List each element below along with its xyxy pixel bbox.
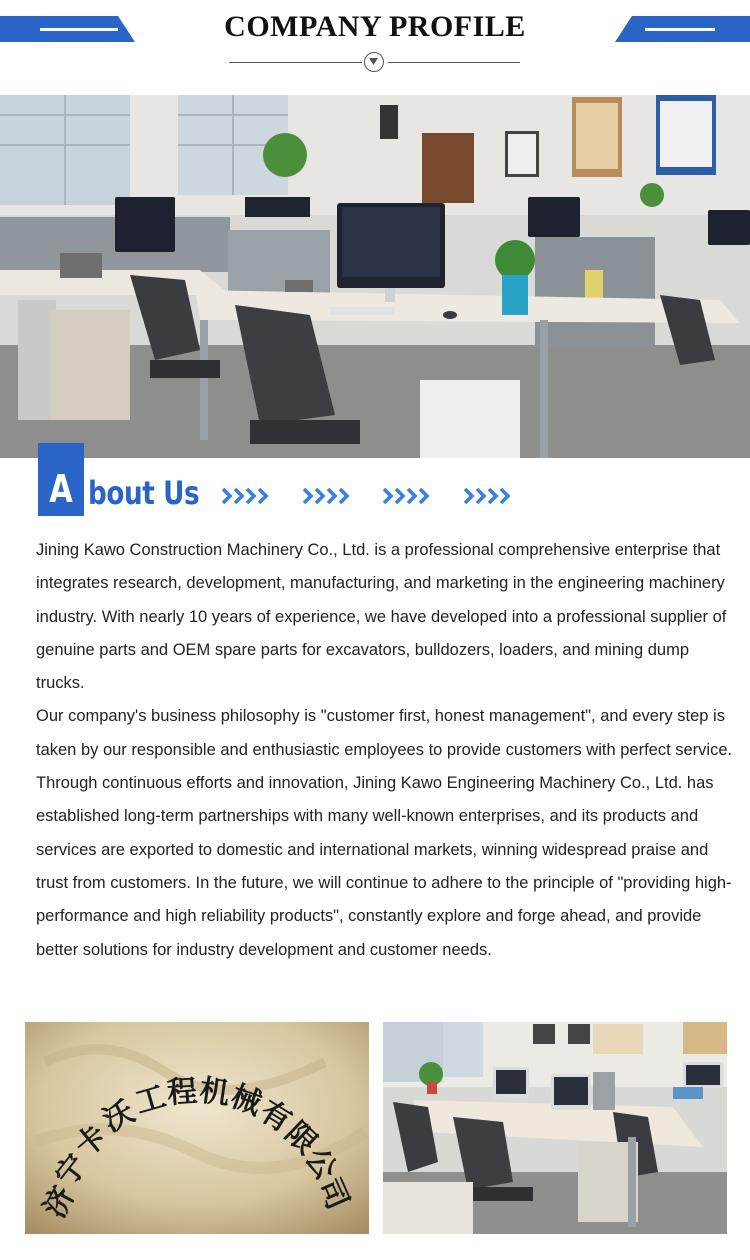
svg-text:机: 机: [197, 1073, 232, 1113]
chevron-right-icon: [381, 486, 439, 506]
svg-text:工: 工: [131, 1079, 170, 1122]
chevron-right-icon: [301, 486, 359, 506]
svg-text:有: 有: [253, 1093, 298, 1140]
svg-text:济: 济: [37, 1180, 83, 1224]
company-sign-photo: [25, 1022, 369, 1234]
about-paragraph: Our company's business philosophy is "customer first, honest management", and every step is taken by our responsible and enthusiastic employees to provide customers with perfect service. Through continuous efforts and innovation, Jining Kawo Engineering Machinery Co., Ltd. has established long-term partnerships with many well-known enterprises, and its products and services are exported to domestic and international markets, winning widespread praise and trust from customers. In the future, we will continue to adhere to the principle of "providing high-performance and high reliability products", constantly explore and forge ahead, and provide better solutions for industry development and customer needs.: [36, 707, 733, 959]
svg-text:程: 程: [165, 1073, 199, 1111]
page-title: COMPANY PROFILE: [224, 10, 526, 43]
office-photo: [383, 1022, 727, 1234]
about-heading-initial: A: [49, 467, 73, 511]
about-description: [36, 534, 736, 967]
svg-text:沃: 沃: [97, 1094, 141, 1140]
svg-text:械: 械: [226, 1079, 267, 1123]
title-divider-right: [388, 62, 520, 63]
svg-text:限: 限: [278, 1115, 324, 1162]
about-paragraph: Jining Kawo Construction Machinery Co., Ltd. is a professional comprehensive enterprise that integrates research, development, manufacturing, and marketing in the engineering machinery industry. With nearly 10 years of experience, we have developed into a professional supplier of genuine parts and OEM spare parts for excavators, bulldozers, loaders, and mining dump trucks.: [36, 541, 727, 693]
svg-text:卡: 卡: [68, 1118, 115, 1165]
chevron-down-icon: [364, 52, 384, 72]
svg-text:宁: 宁: [48, 1148, 95, 1194]
hero-office-photo: [0, 95, 750, 458]
chevron-right-icon: [462, 486, 520, 506]
about-heading-text: bout Us: [88, 474, 200, 512]
svg-text:公: 公: [297, 1142, 344, 1187]
title-divider-left: [229, 62, 362, 63]
svg-text:司: 司: [311, 1173, 356, 1215]
page-header: [0, 0, 750, 90]
chevron-right-icon: [220, 486, 278, 506]
